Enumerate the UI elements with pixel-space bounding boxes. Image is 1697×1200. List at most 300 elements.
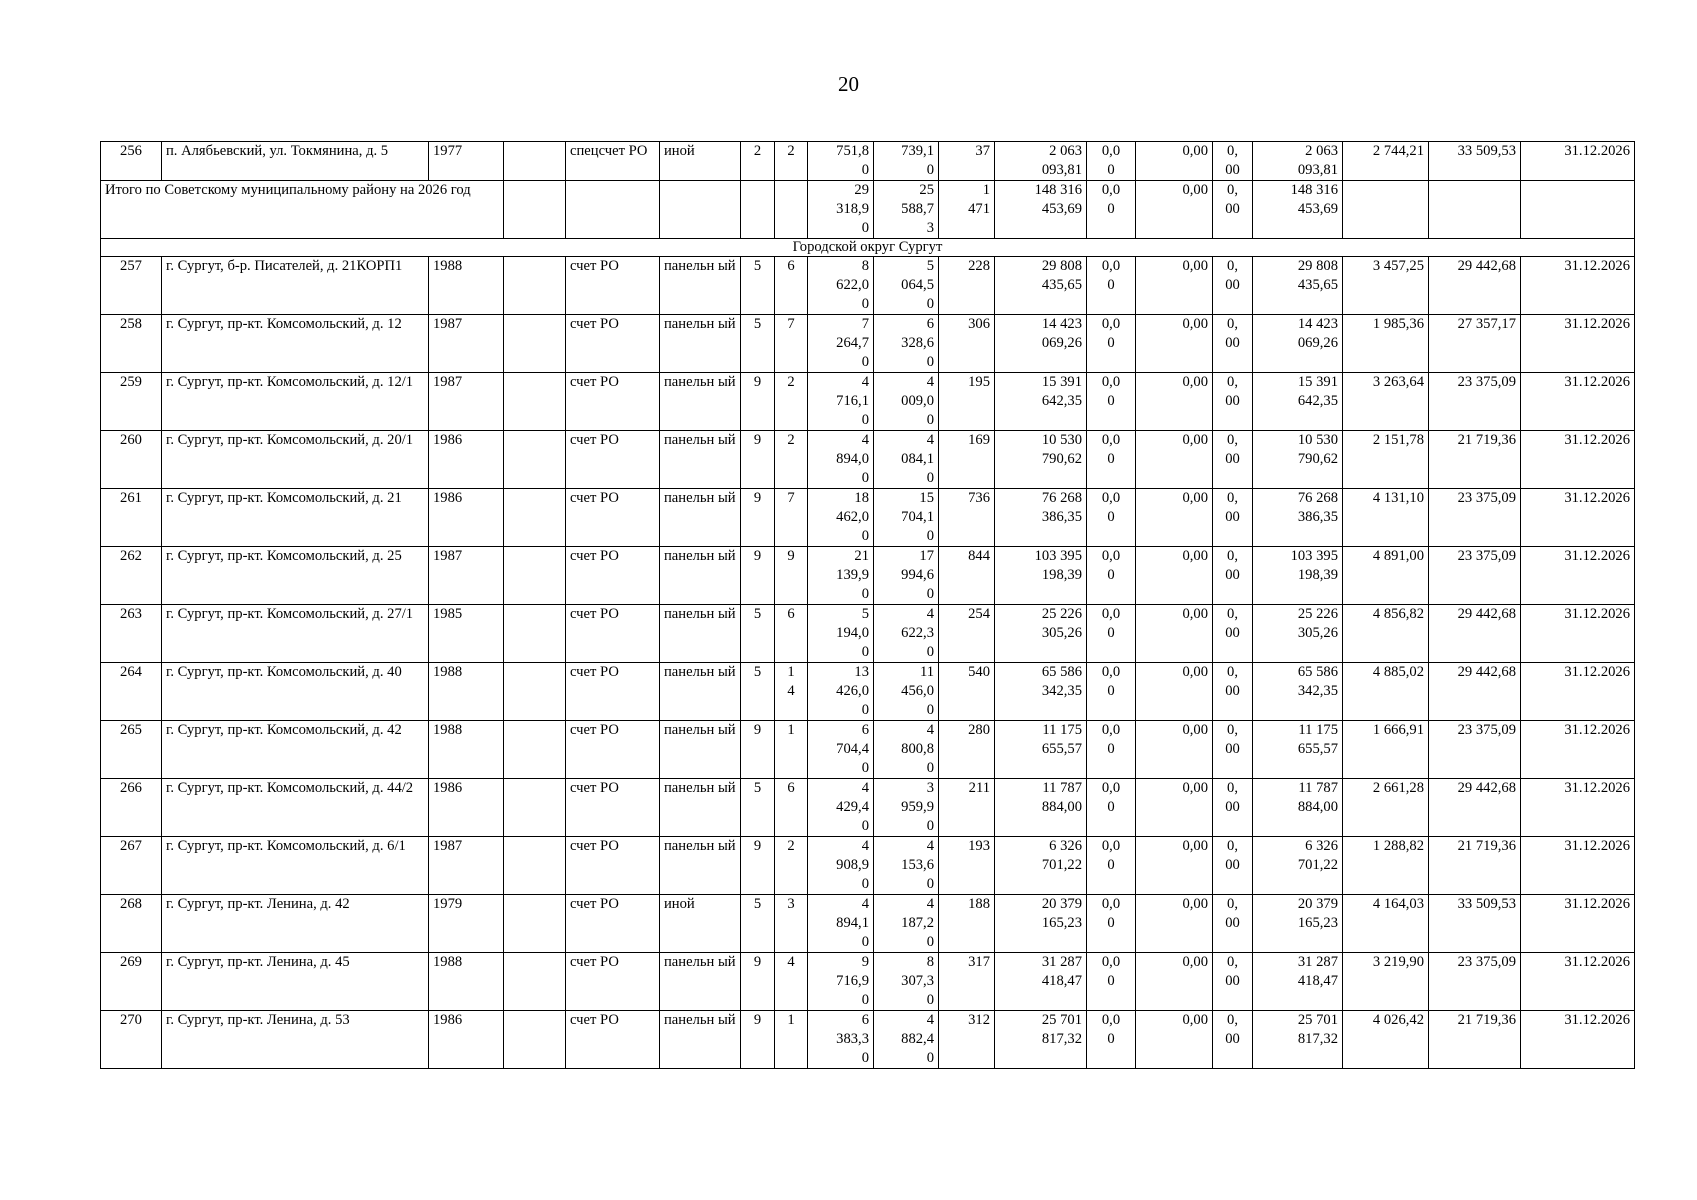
cell-total-cost: 20 379 165,23 bbox=[995, 895, 1087, 953]
cell-number: 265 bbox=[101, 721, 162, 779]
cell-number: 257 bbox=[101, 257, 162, 315]
cell-total-area: 21 139,9 0 bbox=[808, 547, 874, 605]
table-row bbox=[101, 895, 1635, 953]
cell-owner-share: 0, 00 bbox=[1213, 721, 1253, 779]
cell-account-type: счет РО bbox=[566, 721, 660, 779]
cell-address: г. Сургут, пр-кт. Комсомольский, д. 12/1 bbox=[162, 373, 429, 431]
cell-wall-material: панельн ый bbox=[660, 373, 741, 431]
cell-owner-share: 0, 00 bbox=[1213, 953, 1253, 1011]
cell-address: г. Сургут, пр-кт. Комсомольский, д. 42 bbox=[162, 721, 429, 779]
cell-budget-share: 0,00 bbox=[1136, 1011, 1213, 1069]
cell-wall-material: иной bbox=[660, 142, 741, 181]
cell-budget-share: 0,00 bbox=[1136, 431, 1213, 489]
page-number: 20 bbox=[838, 72, 859, 96]
subtotal-cost-account: 148 316 453,69 bbox=[1253, 181, 1343, 239]
cell-number: 259 bbox=[101, 373, 162, 431]
cell-account-type: счет РО bbox=[566, 431, 660, 489]
cell-total-area: 13 426,0 0 bbox=[808, 663, 874, 721]
cell-residential-area: 3 959,9 0 bbox=[874, 779, 939, 837]
cell-fund-share: 0,0 0 bbox=[1087, 837, 1136, 895]
cell-account-type: счет РО bbox=[566, 605, 660, 663]
cell-fund-share: 0,0 0 bbox=[1087, 431, 1136, 489]
cell-residential-area: 4 009,0 0 bbox=[874, 373, 939, 431]
cell-year: 1986 bbox=[429, 1011, 504, 1069]
cell-residential-area: 4 622,3 0 bbox=[874, 605, 939, 663]
cell-entrances: 3 bbox=[775, 895, 808, 953]
cell-blank bbox=[504, 373, 566, 431]
cell-wall-material: панельн ый bbox=[660, 953, 741, 1011]
cell-deadline: 31.12.2026 bbox=[1521, 1011, 1635, 1069]
cell-fund-share: 0,0 0 bbox=[1087, 895, 1136, 953]
cell-year: 1988 bbox=[429, 663, 504, 721]
table-row bbox=[101, 142, 1635, 181]
cell-year: 1979 bbox=[429, 895, 504, 953]
cell-budget-share: 0,00 bbox=[1136, 663, 1213, 721]
cell-wall-material: панельн ый bbox=[660, 489, 741, 547]
cell-cost-per-m2: 1 666,91 bbox=[1343, 721, 1429, 779]
cell-owner-share: 0, 00 bbox=[1213, 605, 1253, 663]
cell-account-cost: 14 423 069,26 bbox=[1253, 315, 1343, 373]
cell-year: 1986 bbox=[429, 489, 504, 547]
cell-blank bbox=[504, 895, 566, 953]
cell-cost-per-m2: 3 457,25 bbox=[1343, 257, 1429, 315]
cell-cost-limit: 29 442,68 bbox=[1429, 605, 1521, 663]
cell-address: г. Сургут, пр-кт. Ленина, д. 53 bbox=[162, 1011, 429, 1069]
cell-wall-material: панельн ый bbox=[660, 779, 741, 837]
cell-address: г. Сургут, пр-кт. Комсомольский, д. 27/1 bbox=[162, 605, 429, 663]
cell-deadline: 31.12.2026 bbox=[1521, 547, 1635, 605]
section-header-row bbox=[101, 239, 1635, 257]
subtotal-fund: 0,0 0 bbox=[1087, 181, 1136, 239]
cell-account-type: счет РО bbox=[566, 663, 660, 721]
cell-account-cost: 2 063 093,81 bbox=[1253, 142, 1343, 181]
cell-residential-area: 8 307,3 0 bbox=[874, 953, 939, 1011]
cell-blank bbox=[504, 721, 566, 779]
cell-owner-share: 0, 00 bbox=[1213, 837, 1253, 895]
cell-residents: 317 bbox=[939, 953, 995, 1011]
cell-total-area: 9 716,9 0 bbox=[808, 953, 874, 1011]
cell-floors: 9 bbox=[741, 489, 775, 547]
cell-year: 1987 bbox=[429, 547, 504, 605]
cell-year: 1988 bbox=[429, 257, 504, 315]
cell-entrances: 6 bbox=[775, 779, 808, 837]
housing-register-table bbox=[100, 141, 1635, 1069]
cell-deadline: 31.12.2026 bbox=[1521, 489, 1635, 547]
cell-owner-share: 0, 00 bbox=[1213, 895, 1253, 953]
cell-total-cost: 14 423 069,26 bbox=[995, 315, 1087, 373]
cell-cost-limit: 23 375,09 bbox=[1429, 953, 1521, 1011]
cell-wall-material: панельн ый bbox=[660, 605, 741, 663]
cell-account-type: счет РО bbox=[566, 1011, 660, 1069]
cell-fund-share: 0,0 0 bbox=[1087, 663, 1136, 721]
cell-entrances: 6 bbox=[775, 605, 808, 663]
subtotal-area-res: 25 588,7 3 bbox=[874, 181, 939, 239]
cell-account-type: счет РО bbox=[566, 373, 660, 431]
cell-budget-share: 0,00 bbox=[1136, 895, 1213, 953]
cell-entrances: 9 bbox=[775, 547, 808, 605]
subtotal-budget: 0,00 bbox=[1136, 181, 1213, 239]
cell-year: 1988 bbox=[429, 721, 504, 779]
cell-account-type: счет РО bbox=[566, 837, 660, 895]
cell-account-cost: 11 175 655,57 bbox=[1253, 721, 1343, 779]
cell-cost-per-m2: 3 219,90 bbox=[1343, 953, 1429, 1011]
cell-cost-limit: 23 375,09 bbox=[1429, 721, 1521, 779]
cell-fund-share: 0,0 0 bbox=[1087, 779, 1136, 837]
table-row bbox=[101, 547, 1635, 605]
subtotal-label: Итого по Советскому муниципальному району на 2026 год bbox=[101, 181, 504, 239]
cell-blank bbox=[741, 181, 775, 239]
cell-account-cost: 20 379 165,23 bbox=[1253, 895, 1343, 953]
cell-blank bbox=[504, 489, 566, 547]
subtotal-residents: 1 471 bbox=[939, 181, 995, 239]
cell-entrances: 1 bbox=[775, 721, 808, 779]
table-row bbox=[101, 431, 1635, 489]
cell-number: 270 bbox=[101, 1011, 162, 1069]
cell-floors: 5 bbox=[741, 257, 775, 315]
cell-year: 1987 bbox=[429, 837, 504, 895]
cell-wall-material: иной bbox=[660, 895, 741, 953]
cell-address: г. Сургут, пр-кт. Комсомольский, д. 25 bbox=[162, 547, 429, 605]
cell-floors: 9 bbox=[741, 1011, 775, 1069]
table-row bbox=[101, 489, 1635, 547]
cell-total-area: 751,8 0 bbox=[808, 142, 874, 181]
cell-total-cost: 11 787 884,00 bbox=[995, 779, 1087, 837]
cell-account-type: счет РО bbox=[566, 257, 660, 315]
cell-fund-share: 0,0 0 bbox=[1087, 257, 1136, 315]
cell-number: 262 bbox=[101, 547, 162, 605]
cell-budget-share: 0,00 bbox=[1136, 605, 1213, 663]
cell-blank bbox=[504, 142, 566, 181]
table-row bbox=[101, 953, 1635, 1011]
cell-cost-limit: 29 442,68 bbox=[1429, 779, 1521, 837]
cell-total-area: 6 383,3 0 bbox=[808, 1011, 874, 1069]
cell-total-area: 4 716,1 0 bbox=[808, 373, 874, 431]
cell-cost-per-m2: 4 885,02 bbox=[1343, 663, 1429, 721]
cell-residents: 540 bbox=[939, 663, 995, 721]
cell-total-area: 4 894,0 0 bbox=[808, 431, 874, 489]
cell-year: 1987 bbox=[429, 373, 504, 431]
cell-total-area: 7 264,7 0 bbox=[808, 315, 874, 373]
cell-blank bbox=[504, 315, 566, 373]
cell-number: 267 bbox=[101, 837, 162, 895]
cell-entrances: 1 4 bbox=[775, 663, 808, 721]
cell-floors: 5 bbox=[741, 779, 775, 837]
cell-wall-material: панельн ый bbox=[660, 547, 741, 605]
cell-wall-material: панельн ый bbox=[660, 721, 741, 779]
cell-residential-area: 11 456,0 0 bbox=[874, 663, 939, 721]
cell-address: г. Сургут, пр-кт. Ленина, д. 42 bbox=[162, 895, 429, 953]
cell-account-cost: 29 808 435,65 bbox=[1253, 257, 1343, 315]
cell-total-area: 5 194,0 0 bbox=[808, 605, 874, 663]
cell-account-cost: 103 395 198,39 bbox=[1253, 547, 1343, 605]
cell-budget-share: 0,00 bbox=[1136, 489, 1213, 547]
cell-cost-limit: 21 719,36 bbox=[1429, 431, 1521, 489]
cell-fund-share: 0,0 0 bbox=[1087, 373, 1136, 431]
cell-entrances: 2 bbox=[775, 373, 808, 431]
cell-fund-share: 0,0 0 bbox=[1087, 605, 1136, 663]
cell-cost-per-m2: 2 151,78 bbox=[1343, 431, 1429, 489]
cell-address: г. Сургут, пр-кт. Комсомольский, д. 40 bbox=[162, 663, 429, 721]
cell-address: г. Сургут, б-р. Писателей, д. 21КОРП1 bbox=[162, 257, 429, 315]
cell-residents: 169 bbox=[939, 431, 995, 489]
cell-blank bbox=[504, 257, 566, 315]
cell-owner-share: 0, 00 bbox=[1213, 142, 1253, 181]
cell-total-cost: 10 530 790,62 bbox=[995, 431, 1087, 489]
cell-wall-material: панельн ый bbox=[660, 837, 741, 895]
cell-account-type: спецсчет РО bbox=[566, 142, 660, 181]
cell-blank bbox=[1429, 181, 1521, 239]
cell-residents: 280 bbox=[939, 721, 995, 779]
cell-entrances: 7 bbox=[775, 315, 808, 373]
cell-blank bbox=[504, 663, 566, 721]
cell-residents: 37 bbox=[939, 142, 995, 181]
cell-owner-share: 0, 00 bbox=[1213, 547, 1253, 605]
cell-residential-area: 4 153,6 0 bbox=[874, 837, 939, 895]
cell-entrances: 6 bbox=[775, 257, 808, 315]
cell-residential-area: 4 084,1 0 bbox=[874, 431, 939, 489]
cell-blank bbox=[504, 779, 566, 837]
cell-cost-per-m2: 4 131,10 bbox=[1343, 489, 1429, 547]
cell-fund-share: 0,0 0 bbox=[1087, 953, 1136, 1011]
table-body bbox=[101, 142, 1635, 1069]
cell-wall-material: панельн ый bbox=[660, 663, 741, 721]
cell-total-cost: 103 395 198,39 bbox=[995, 547, 1087, 605]
table-row bbox=[101, 315, 1635, 373]
cell-address: г. Сургут, пр-кт. Комсомольский, д. 44/2 bbox=[162, 779, 429, 837]
cell-entrances: 1 bbox=[775, 1011, 808, 1069]
table-row bbox=[101, 779, 1635, 837]
cell-blank bbox=[504, 181, 566, 239]
cell-wall-material: панельн ый bbox=[660, 315, 741, 373]
cell-blank bbox=[1521, 181, 1635, 239]
cell-cost-limit: 21 719,36 bbox=[1429, 837, 1521, 895]
cell-owner-share: 0, 00 bbox=[1213, 489, 1253, 547]
cell-owner-share: 0, 00 bbox=[1213, 431, 1253, 489]
cell-cost-limit: 29 442,68 bbox=[1429, 663, 1521, 721]
cell-fund-share: 0,0 0 bbox=[1087, 142, 1136, 181]
cell-total-cost: 29 808 435,65 bbox=[995, 257, 1087, 315]
cell-cost-limit: 23 375,09 bbox=[1429, 489, 1521, 547]
cell-residents: 312 bbox=[939, 1011, 995, 1069]
cell-blank bbox=[504, 431, 566, 489]
cell-residents: 228 bbox=[939, 257, 995, 315]
cell-cost-limit: 23 375,09 bbox=[1429, 373, 1521, 431]
cell-account-type: счет РО bbox=[566, 779, 660, 837]
cell-residential-area: 6 328,6 0 bbox=[874, 315, 939, 373]
cell-deadline: 31.12.2026 bbox=[1521, 837, 1635, 895]
cell-deadline: 31.12.2026 bbox=[1521, 142, 1635, 181]
cell-deadline: 31.12.2026 bbox=[1521, 257, 1635, 315]
cell-account-cost: 65 586 342,35 bbox=[1253, 663, 1343, 721]
cell-cost-limit: 29 442,68 bbox=[1429, 257, 1521, 315]
subtotal-row bbox=[101, 181, 1635, 239]
cell-entrances: 7 bbox=[775, 489, 808, 547]
cell-year: 1985 bbox=[429, 605, 504, 663]
cell-account-cost: 31 287 418,47 bbox=[1253, 953, 1343, 1011]
cell-blank bbox=[775, 181, 808, 239]
cell-residential-area: 4 187,2 0 bbox=[874, 895, 939, 953]
cell-account-cost: 15 391 642,35 bbox=[1253, 373, 1343, 431]
cell-total-area: 8 622,0 0 bbox=[808, 257, 874, 315]
cell-address: п. Алябьевский, ул. Токмянина, д. 5 bbox=[162, 142, 429, 181]
cell-address: г. Сургут, пр-кт. Комсомольский, д. 20/1 bbox=[162, 431, 429, 489]
cell-address: г. Сургут, пр-кт. Комсомольский, д. 12 bbox=[162, 315, 429, 373]
cell-cost-limit: 27 357,17 bbox=[1429, 315, 1521, 373]
cell-fund-share: 0,0 0 bbox=[1087, 1011, 1136, 1069]
subtotal-owners: 0, 00 bbox=[1213, 181, 1253, 239]
table-row bbox=[101, 663, 1635, 721]
cell-address: г. Сургут, пр-кт. Ленина, д. 45 bbox=[162, 953, 429, 1011]
table-row bbox=[101, 605, 1635, 663]
cell-number: 263 bbox=[101, 605, 162, 663]
cell-owner-share: 0, 00 bbox=[1213, 1011, 1253, 1069]
cell-budget-share: 0,00 bbox=[1136, 315, 1213, 373]
cell-total-cost: 25 701 817,32 bbox=[995, 1011, 1087, 1069]
cell-account-type: счет РО bbox=[566, 547, 660, 605]
cell-floors: 2 bbox=[741, 142, 775, 181]
cell-fund-share: 0,0 0 bbox=[1087, 547, 1136, 605]
cell-deadline: 31.12.2026 bbox=[1521, 953, 1635, 1011]
cell-account-cost: 6 326 701,22 bbox=[1253, 837, 1343, 895]
cell-cost-per-m2: 4 026,42 bbox=[1343, 1011, 1429, 1069]
cell-entrances: 2 bbox=[775, 431, 808, 489]
cell-residents: 193 bbox=[939, 837, 995, 895]
subtotal-cost-total: 148 316 453,69 bbox=[995, 181, 1087, 239]
cell-residential-area: 5 064,5 0 bbox=[874, 257, 939, 315]
cell-total-cost: 25 226 305,26 bbox=[995, 605, 1087, 663]
cell-number: 261 bbox=[101, 489, 162, 547]
section-title: Городской округ Сургут bbox=[101, 239, 1635, 257]
cell-cost-per-m2: 4 164,03 bbox=[1343, 895, 1429, 953]
cell-account-cost: 25 701 817,32 bbox=[1253, 1011, 1343, 1069]
cell-floors: 9 bbox=[741, 547, 775, 605]
cell-entrances: 2 bbox=[775, 837, 808, 895]
cell-owner-share: 0, 00 bbox=[1213, 315, 1253, 373]
cell-total-area: 18 462,0 0 bbox=[808, 489, 874, 547]
cell-budget-share: 0,00 bbox=[1136, 142, 1213, 181]
cell-total-area: 4 894,1 0 bbox=[808, 895, 874, 953]
cell-number: 264 bbox=[101, 663, 162, 721]
cell-owner-share: 0, 00 bbox=[1213, 779, 1253, 837]
cell-account-cost: 10 530 790,62 bbox=[1253, 431, 1343, 489]
cell-total-cost: 31 287 418,47 bbox=[995, 953, 1087, 1011]
cell-number: 269 bbox=[101, 953, 162, 1011]
cell-account-type: счет РО bbox=[566, 895, 660, 953]
cell-cost-per-m2: 3 263,64 bbox=[1343, 373, 1429, 431]
cell-cost-per-m2: 4 891,00 bbox=[1343, 547, 1429, 605]
cell-owner-share: 0, 00 bbox=[1213, 663, 1253, 721]
cell-total-cost: 15 391 642,35 bbox=[995, 373, 1087, 431]
table-row bbox=[101, 721, 1635, 779]
cell-floors: 9 bbox=[741, 837, 775, 895]
cell-blank bbox=[1343, 181, 1429, 239]
cell-blank bbox=[504, 1011, 566, 1069]
cell-budget-share: 0,00 bbox=[1136, 257, 1213, 315]
cell-number: 256 bbox=[101, 142, 162, 181]
cell-owner-share: 0, 00 bbox=[1213, 257, 1253, 315]
cell-cost-per-m2: 1 985,36 bbox=[1343, 315, 1429, 373]
cell-cost-per-m2: 1 288,82 bbox=[1343, 837, 1429, 895]
cell-deadline: 31.12.2026 bbox=[1521, 373, 1635, 431]
cell-floors: 9 bbox=[741, 721, 775, 779]
cell-number: 268 bbox=[101, 895, 162, 953]
cell-floors: 9 bbox=[741, 373, 775, 431]
cell-floors: 5 bbox=[741, 895, 775, 953]
cell-deadline: 31.12.2026 bbox=[1521, 315, 1635, 373]
cell-total-cost: 11 175 655,57 bbox=[995, 721, 1087, 779]
cell-year: 1977 bbox=[429, 142, 504, 181]
cell-total-area: 4 908,9 0 bbox=[808, 837, 874, 895]
cell-residents: 844 bbox=[939, 547, 995, 605]
cell-total-area: 4 429,4 0 bbox=[808, 779, 874, 837]
cell-blank bbox=[504, 837, 566, 895]
cell-fund-share: 0,0 0 bbox=[1087, 315, 1136, 373]
cell-floors: 9 bbox=[741, 431, 775, 489]
cell-year: 1986 bbox=[429, 779, 504, 837]
cell-wall-material: панельн ый bbox=[660, 1011, 741, 1069]
cell-number: 266 bbox=[101, 779, 162, 837]
cell-wall-material: панельн ый bbox=[660, 431, 741, 489]
cell-year: 1987 bbox=[429, 315, 504, 373]
cell-budget-share: 0,00 bbox=[1136, 837, 1213, 895]
cell-number: 258 bbox=[101, 315, 162, 373]
cell-total-cost: 6 326 701,22 bbox=[995, 837, 1087, 895]
cell-cost-per-m2: 4 856,82 bbox=[1343, 605, 1429, 663]
table-row bbox=[101, 837, 1635, 895]
cell-blank bbox=[660, 181, 741, 239]
cell-cost-per-m2: 2 744,21 bbox=[1343, 142, 1429, 181]
cell-account-cost: 11 787 884,00 bbox=[1253, 779, 1343, 837]
cell-residential-area: 15 704,1 0 bbox=[874, 489, 939, 547]
cell-cost-limit: 33 509,53 bbox=[1429, 142, 1521, 181]
cell-cost-limit: 33 509,53 bbox=[1429, 895, 1521, 953]
cell-budget-share: 0,00 bbox=[1136, 373, 1213, 431]
cell-total-cost: 2 063 093,81 bbox=[995, 142, 1087, 181]
cell-blank bbox=[504, 547, 566, 605]
cell-budget-share: 0,00 bbox=[1136, 721, 1213, 779]
cell-year: 1988 bbox=[429, 953, 504, 1011]
cell-floors: 5 bbox=[741, 663, 775, 721]
cell-cost-limit: 23 375,09 bbox=[1429, 547, 1521, 605]
cell-residents: 195 bbox=[939, 373, 995, 431]
cell-account-type: счет РО bbox=[566, 953, 660, 1011]
cell-deadline: 31.12.2026 bbox=[1521, 895, 1635, 953]
cell-number: 260 bbox=[101, 431, 162, 489]
cell-floors: 5 bbox=[741, 605, 775, 663]
cell-residential-area: 17 994,6 0 bbox=[874, 547, 939, 605]
cell-residents: 211 bbox=[939, 779, 995, 837]
table-row bbox=[101, 257, 1635, 315]
cell-budget-share: 0,00 bbox=[1136, 779, 1213, 837]
cell-residents: 736 bbox=[939, 489, 995, 547]
cell-account-type: счет РО bbox=[566, 315, 660, 373]
cell-wall-material: панельн ый bbox=[660, 257, 741, 315]
cell-residents: 254 bbox=[939, 605, 995, 663]
cell-account-type: счет РО bbox=[566, 489, 660, 547]
cell-residents: 306 bbox=[939, 315, 995, 373]
cell-account-cost: 25 226 305,26 bbox=[1253, 605, 1343, 663]
cell-address: г. Сургут, пр-кт. Комсомольский, д. 6/1 bbox=[162, 837, 429, 895]
cell-entrances: 4 bbox=[775, 953, 808, 1011]
subtotal-area-total: 29 318,9 0 bbox=[808, 181, 874, 239]
cell-floors: 5 bbox=[741, 315, 775, 373]
cell-residential-area: 4 800,8 0 bbox=[874, 721, 939, 779]
cell-deadline: 31.12.2026 bbox=[1521, 605, 1635, 663]
cell-account-cost: 76 268 386,35 bbox=[1253, 489, 1343, 547]
cell-cost-limit: 21 719,36 bbox=[1429, 1011, 1521, 1069]
cell-blank bbox=[566, 181, 660, 239]
cell-residential-area: 739,1 0 bbox=[874, 142, 939, 181]
